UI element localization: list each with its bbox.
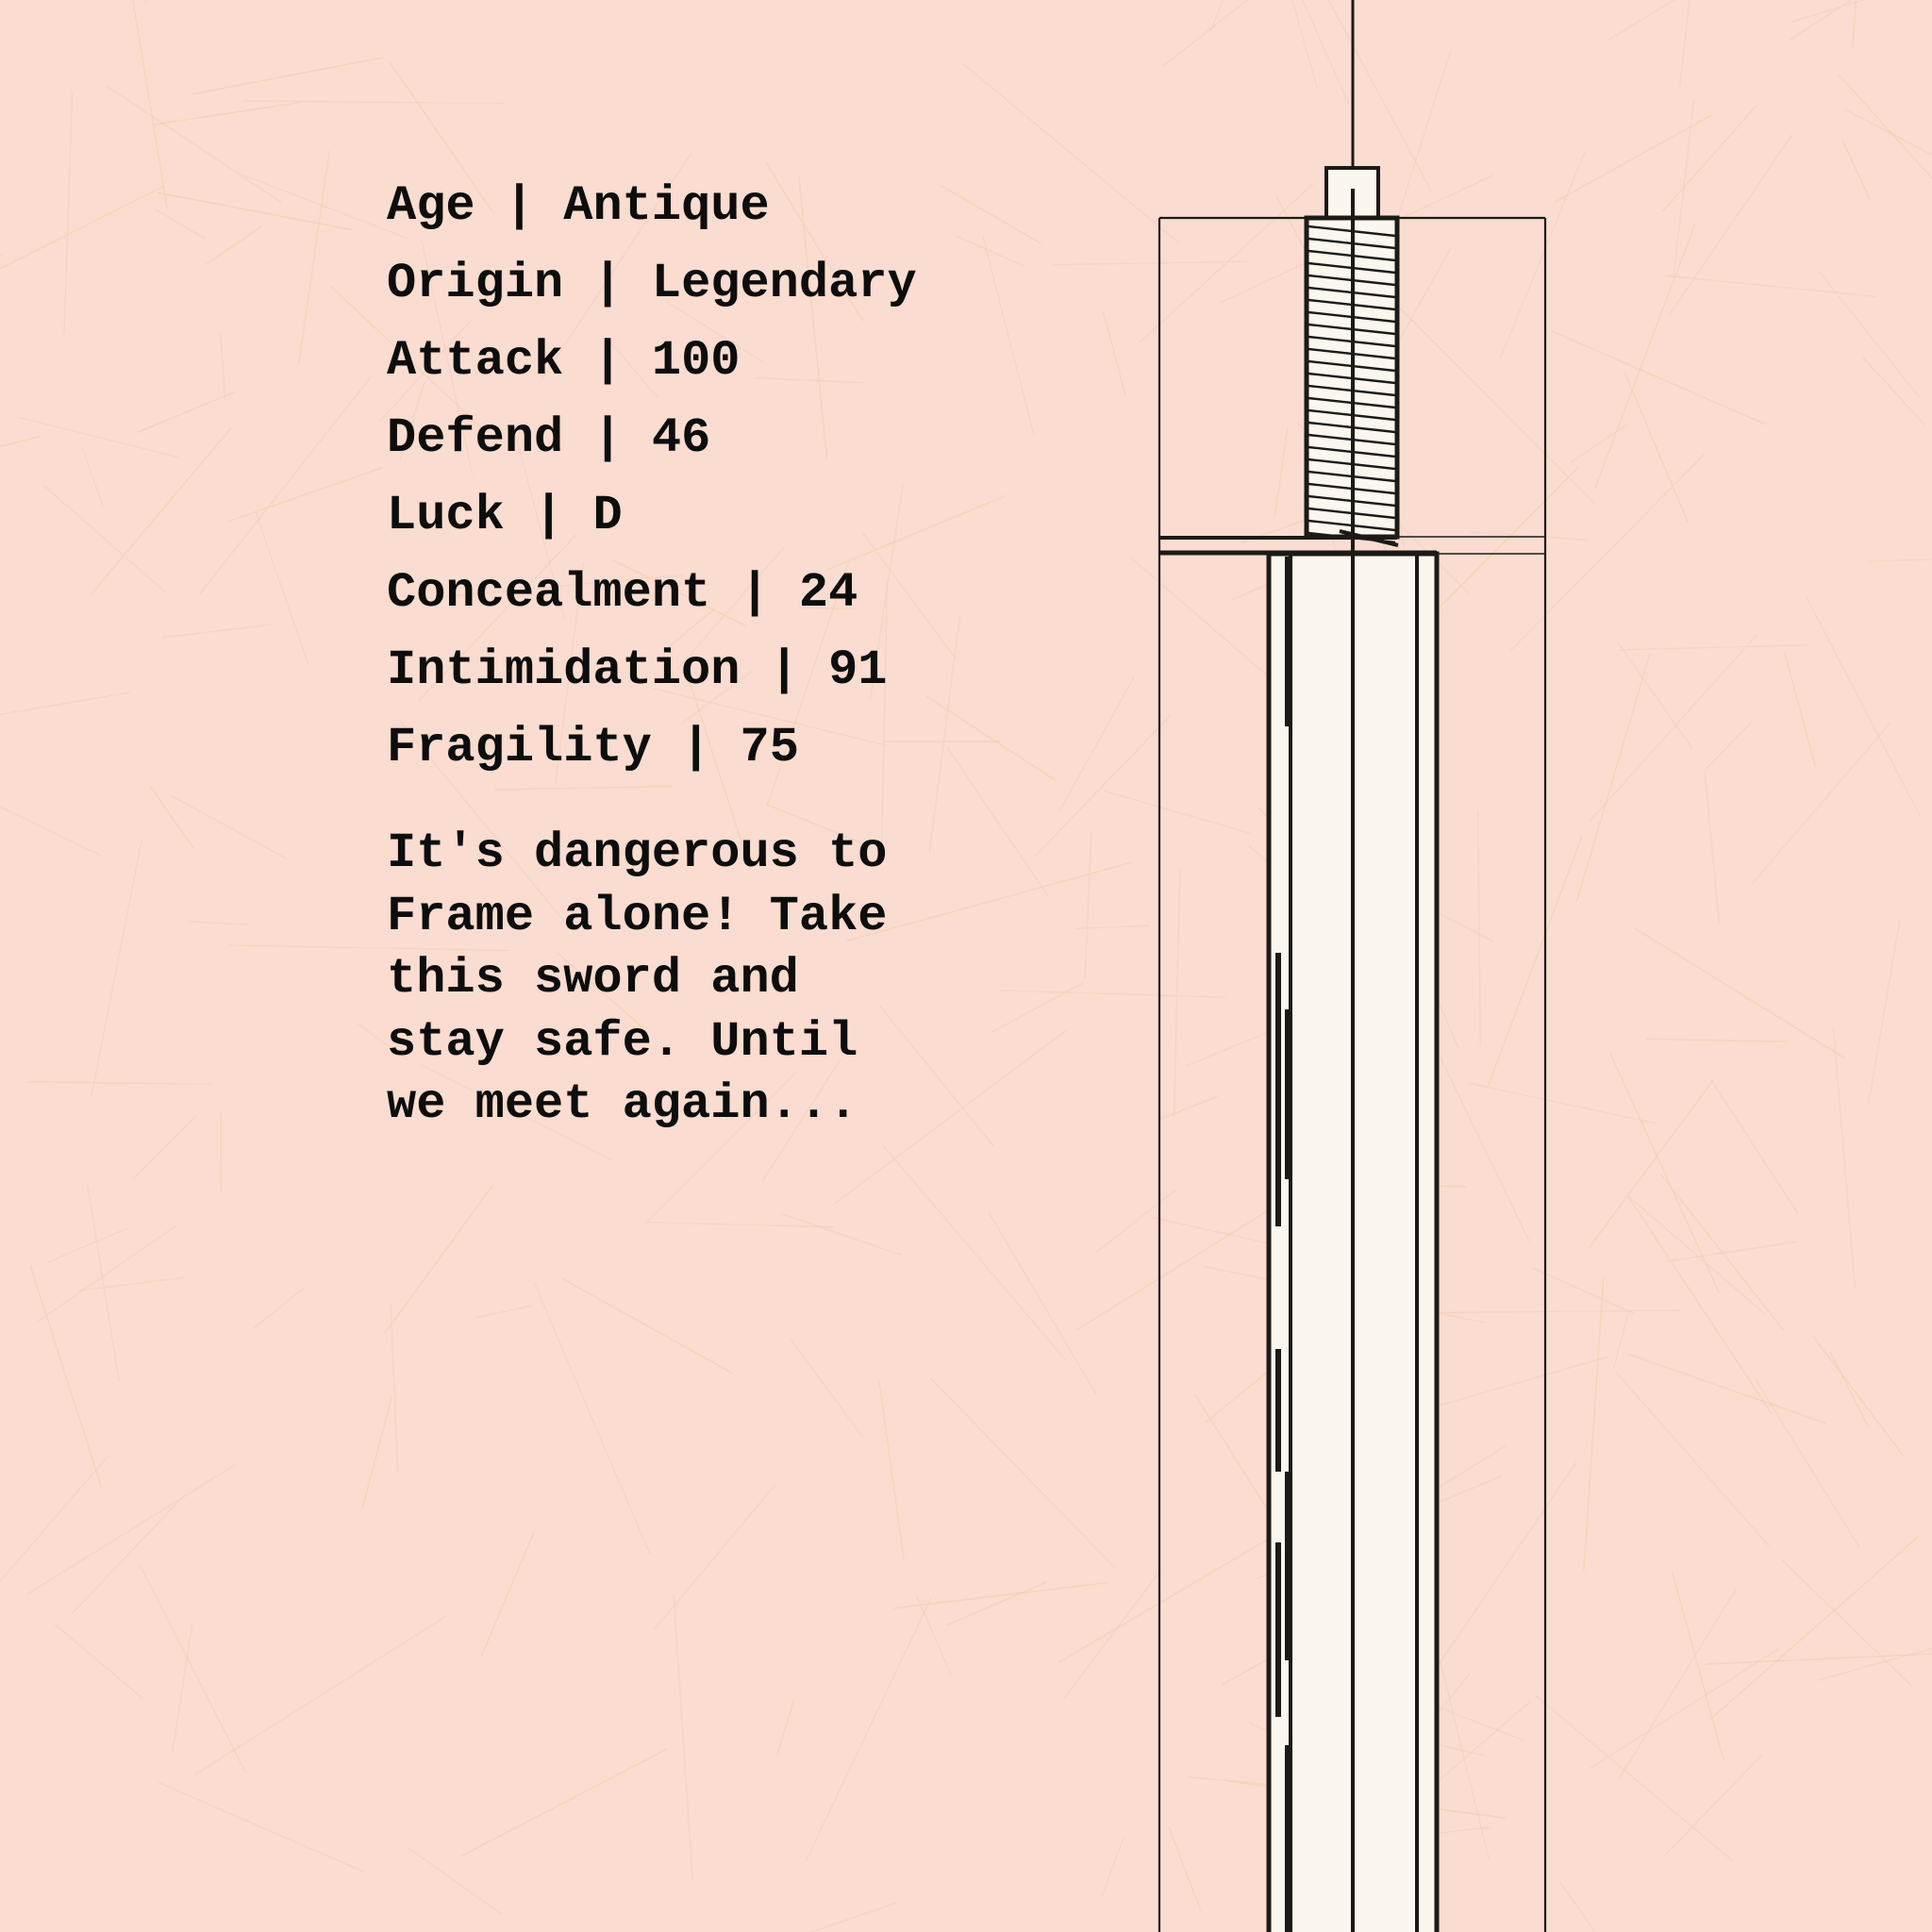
stat-value: D xyxy=(592,488,623,543)
stat-label: Defend xyxy=(387,410,564,466)
stat-label: Intimidation xyxy=(387,642,741,698)
stat-value: Antique xyxy=(563,178,770,234)
stat-value: 75 xyxy=(740,720,799,775)
stat-separator: | xyxy=(740,642,829,698)
stat-value: 46 xyxy=(651,410,711,466)
stat-label: Origin xyxy=(387,256,564,311)
sword-blade xyxy=(1269,189,1437,1932)
stat-value: 100 xyxy=(651,333,741,389)
stat-separator: | xyxy=(651,720,741,775)
stat-label: Fragility xyxy=(387,720,652,775)
stat-separator: | xyxy=(563,333,652,389)
stat-label: Attack xyxy=(387,333,564,389)
stat-separator: | xyxy=(504,488,593,543)
stat-separator: | xyxy=(710,565,799,621)
sword-drawing xyxy=(1159,0,1545,1932)
stat-value: 91 xyxy=(828,642,888,698)
stat-separator: | xyxy=(563,410,652,466)
flavor-text: It's dangerous to Frame alone! Take this sword and stay safe. Until we meet again... xyxy=(387,825,888,1132)
stat-label: Age xyxy=(387,178,475,234)
stat-separator: | xyxy=(475,178,564,234)
stat-value: Legendary xyxy=(651,256,917,311)
stat-label: Concealment xyxy=(387,565,711,621)
stat-value: 24 xyxy=(798,565,858,621)
stat-label: Luck xyxy=(387,488,505,543)
stat-separator: | xyxy=(563,256,652,311)
